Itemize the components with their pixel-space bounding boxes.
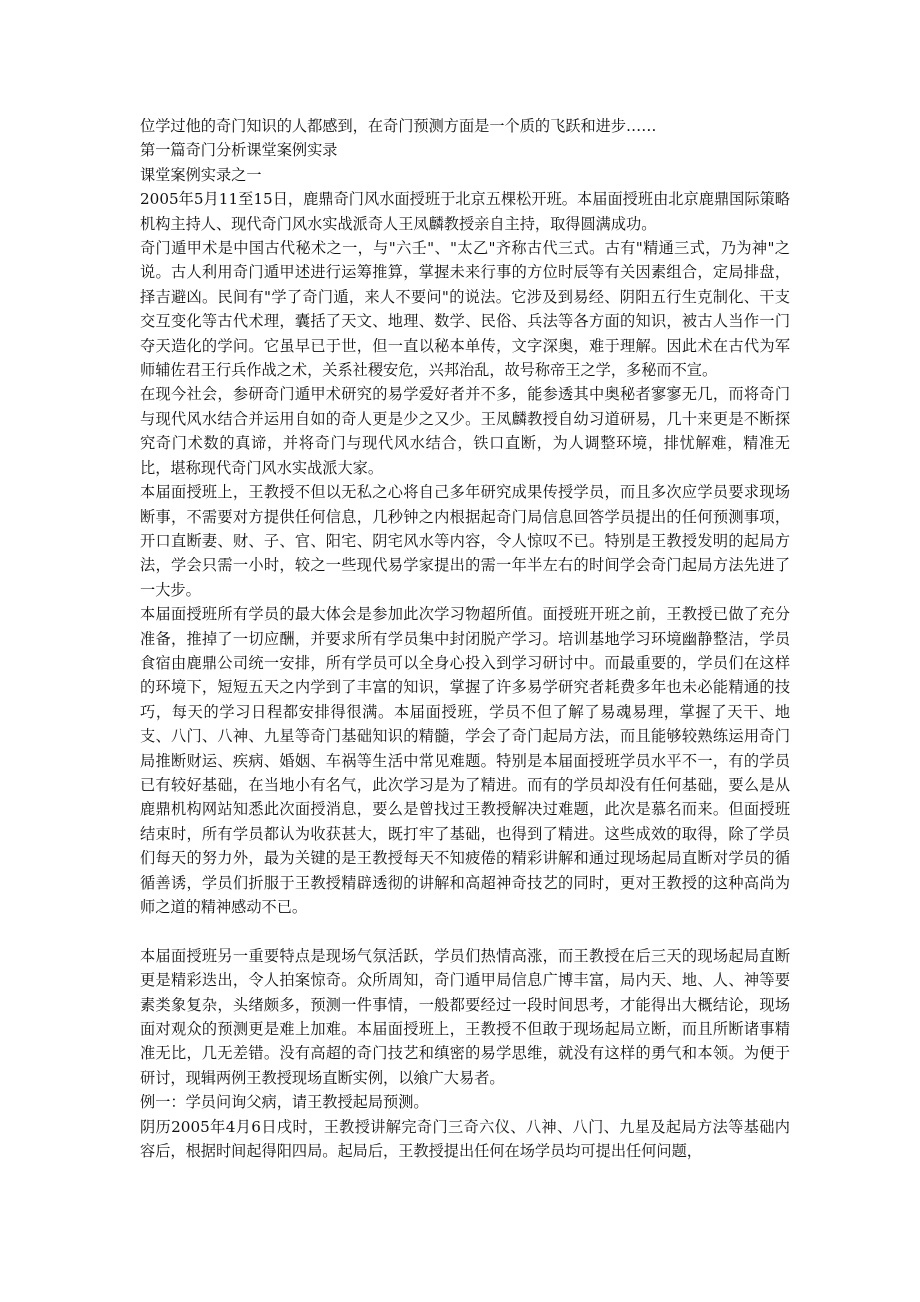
paragraph-5: 本届面授班所有学员的最大体会是参加此次学习物超所值。面授班开班之前，王教授已做了充分准备，推掉了一切应酬，并要求所有学员集中封闭脱产学习。培训基地学习环境幽静整洁，学员食宿由鹿鼎公司统一安排，所有学员可以全身心投入到学习研讨中。而最重要的，学员们在这样的环境下，短短五天之内学到了丰富的知识，掌握了许多易学研究者耗费多年也未必能精通的技巧，每天的学习日程都安排得很满。本届面授班，学员不但了解了易魂易理，掌握了天干、地支、八门、八神、九星等奇门基础知识的精髓，学会了奇门起局方法，而且能够较熟练运用奇门局推断财运、疾病、婚姻、车祸等生活中常见难题。特别是本届面授班学员水平不一，有的学员已有较好基础，在当地小有名气，此次学习是为了精进。而有的学员却没有任何基础，要么是从鹿鼎机构网站知悉此次面授消息，要么是曾找过王教授解决过难题，此次是慕名而来。但面授班结束时，所有学员都认为收获甚大，既打牢了基础，也得到了精进。这些成效的取得，除了学员们每天的努力外，最为关键的是王教授每天不知疲倦的精彩讲解和通过现场起局直断对学员的循循善诱，学员们折服于王教授精辟透彻的讲解和高超神奇技艺的同时，更对王教授的这种高尚为师之道的精神感动不已。: [140, 605, 790, 916]
paragraph-spacer: [140, 919, 790, 943]
subsection-title: 课堂案例实录之一: [140, 165, 262, 184]
final-paragraph: 阴历2005年4月6日戌时，王教授讲解完奇门三奇六仪、八神、八门、九星及起局方法等基础内容后，根据时间起得阳四局。起局后，王教授提出任何在场学员均可提出任何问题，: [140, 1117, 790, 1161]
paragraph-6: 本届面授班另一重要特点是现场气氛活跃，学员们热情高涨，而王教授在后三天的现场起局直断更是精彩迭出，令人拍案惊奇。众所周知，奇门遁甲局信息广博丰富，局内天、地、人、神等要素类象复杂，头绪颇多，预测一件事情，一般都要经过一段时间思考，才能得出大概结论，现场面对观众的预测更是难上加难。本届面授班上，王教授不但敢于现场起局立断，而且所断诸事精准无比，几无差错。没有高超的奇门技艺和缜密的易学思维，就没有这样的勇气和本领。为便于研讨，现辑两例王教授现场直断实例，以飨广大易者。: [140, 946, 790, 1087]
paragraph-4: 本届面授班上，王教授不但以无私之心将自己多年研究成果传授学员，而且多次应学员要求现场断事，不需要对方提供任何信息，几秒钟之内根据起奇门局信息回答学员提出的任何预测事项，开口直断妻、财、子、官、阳宅、阴宅风水等内容，令人惊叹不已。特别是王教授发明的起局方法，学会只需一小时，较之一些现代易学家提出的需一年半左右的时间学会奇门起局方法先进了一大步。: [140, 483, 790, 599]
section-title: 第一篇奇门分析课堂案例实录: [140, 141, 338, 160]
intro-line: 位学过他的奇门知识的人都感到，在奇门预测方面是一个质的飞跃和进步……: [140, 117, 657, 135]
paragraph-1: 2005年5月11至15日，鹿鼎奇门风水面授班于北京五棵松开班。本届面授班由北京鹿鼎国际策略机构主持人、现代奇门风水实战派奇人王凤麟教授亲自主持，取得圆满成功。: [140, 190, 790, 233]
paragraph-2: 奇门遁甲术是中国古代秘术之一，与"六壬"、"太乙"齐称古代三式。古有"精通三式，乃为神"之说。古人利用奇门遁甲述进行运筹推算，掌握未来行事的方位时辰等有关因素组合，定局排盘，择吉避凶。民间有"学了奇门遁，来人不要问"的说法。它涉及到易经、阴阳五行生克制化、干支交互变化等古代术理，囊括了天文、地理、数学、民俗、兵法等各方面的知识，被古人当作一门夺天造化的学问。它虽早已于世，但一直以秘本单传，文字深奥，难于理解。因此术在古代为军师辅佐君王行兵作战之术，关系社稷安危，兴邦治乱，故号称帝王之学，多秘而不宣。: [140, 239, 790, 380]
paragraph-3: 在现今社会，参研奇门遁甲术研究的易学爱好者并不多，能参透其中奥秘者寥寥无几，而将奇门与现代风水结合并运用自如的奇人更是少之又少。王凤麟教授自幼习道研易，几十来更是不断探究奇门术数的真谛，并将奇门与现代风水结合，铁口直断，为人调整环境，排忧解难，精准无比，堪称现代奇门风水实战派大家。: [140, 385, 790, 477]
example-title: 例一：学员问询父病，请王教授起局预测。: [140, 1093, 429, 1112]
document-body: [140, 114, 790, 1163]
